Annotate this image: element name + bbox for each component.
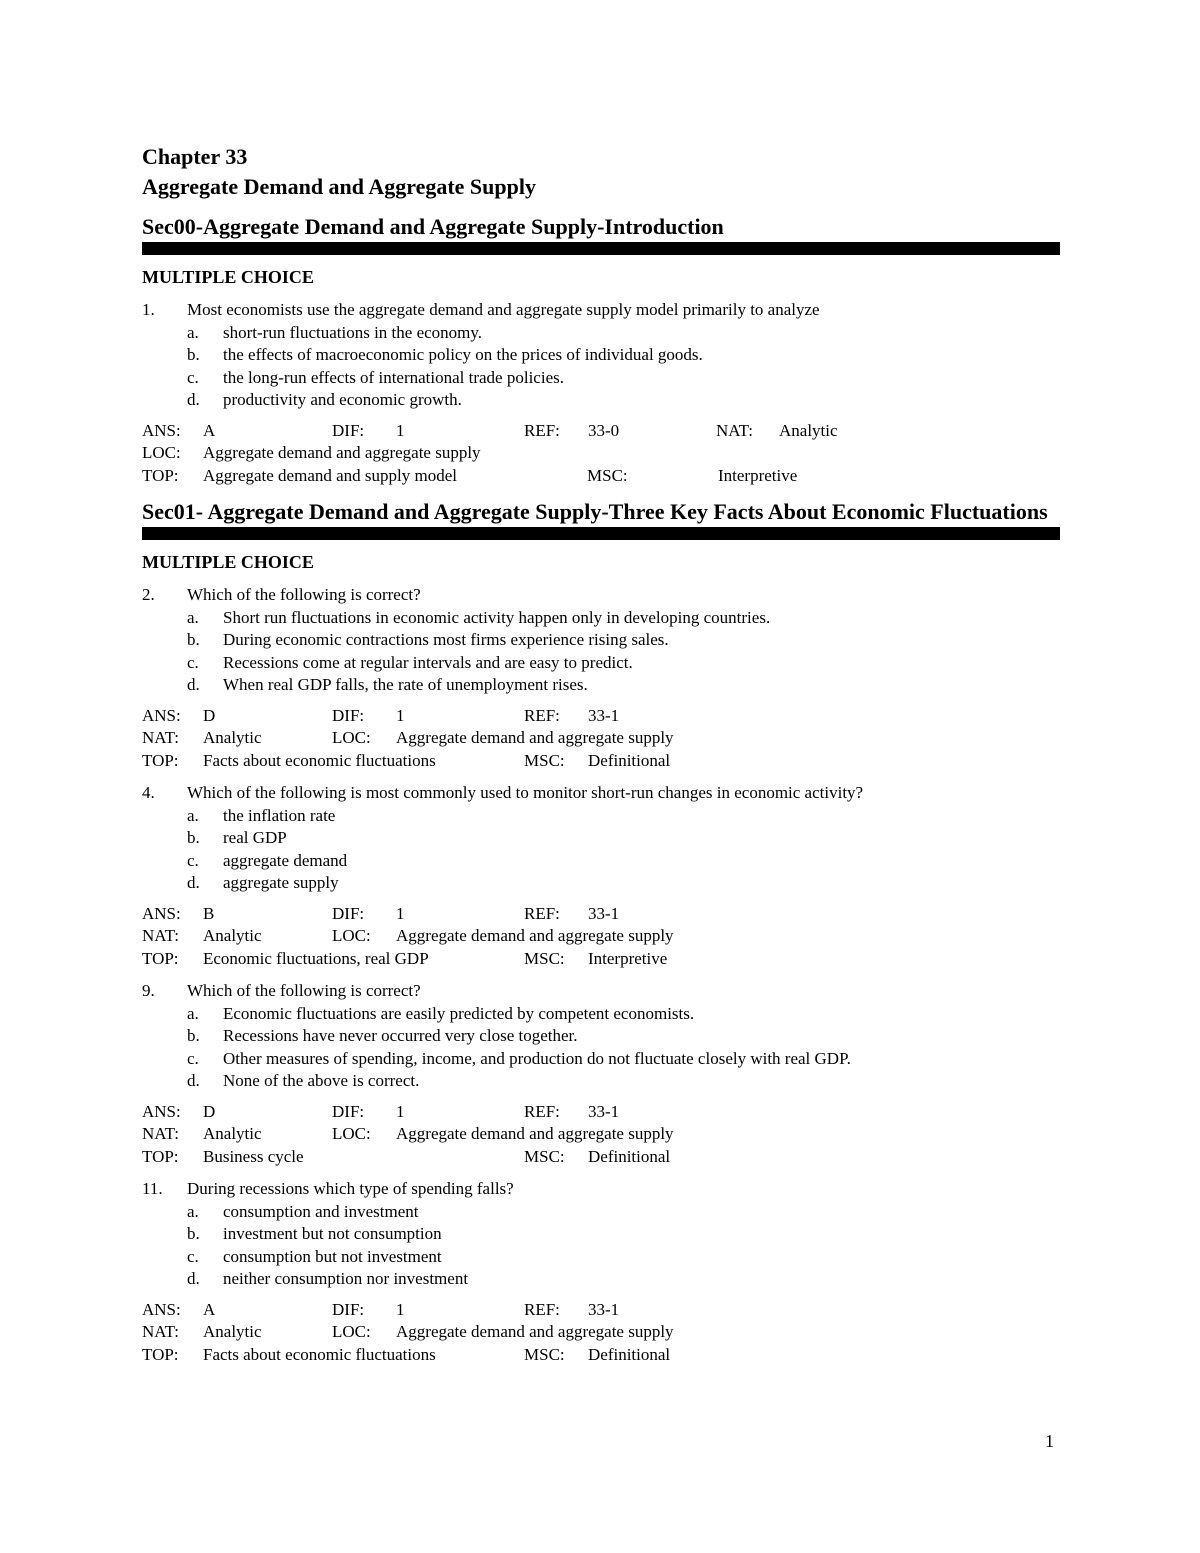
answer-metadata: [142, 1101, 1060, 1169]
choice-letter: c.: [187, 850, 199, 870]
nat-label: NAT:: [716, 420, 753, 440]
nat-label: NAT:: [142, 728, 179, 747]
loc-label: LOC:: [332, 1124, 371, 1143]
ans-value: A: [203, 420, 216, 440]
dif-label: DIF:: [332, 1101, 365, 1121]
loc-label: LOC:: [142, 443, 181, 462]
nat-value: Analytic: [779, 420, 838, 440]
ref-label: REF:: [524, 1299, 560, 1319]
answer-choice: [142, 607, 1060, 630]
ans-label: ANS:: [142, 1101, 181, 1121]
choice-text: Recessions come at regular intervals and are easy to predict.: [223, 652, 633, 672]
answer-choice: [142, 1048, 1060, 1071]
top-value: Aggregate demand and supply model: [203, 465, 457, 485]
ref-value: 33-1: [588, 1299, 620, 1319]
answer-choice: [142, 1268, 1060, 1291]
answer-choice: [142, 344, 1060, 367]
question-block: [142, 299, 1060, 487]
question-number: 4.: [142, 783, 155, 802]
dif-label: DIF:: [332, 903, 365, 923]
choice-letter: b.: [187, 1224, 200, 1243]
ref-label: REF:: [524, 705, 560, 725]
section-divider: [142, 527, 1060, 540]
loc-value: Aggregate demand and aggregate supply: [396, 926, 674, 945]
ans-label: ANS:: [142, 705, 181, 725]
choice-letter: c.: [187, 652, 199, 672]
choice-text: neither consumption nor investment: [223, 1269, 469, 1288]
ans-value: A: [203, 1299, 216, 1319]
question-block: [142, 584, 1060, 772]
choice-letter: b.: [187, 1026, 200, 1045]
answer-choice: [142, 652, 1060, 675]
msc-value: Definitional: [588, 1146, 671, 1166]
answer-metadata: [142, 420, 1060, 488]
ref-value: 33-1: [588, 903, 620, 923]
question-text: Which of the following is most commonly used to monitor short-run changes in economic activity?: [187, 783, 864, 802]
choice-letter: d.: [187, 390, 200, 409]
choice-letter: d.: [187, 873, 200, 892]
choice-text: short-run fluctuations in the economy.: [223, 322, 483, 342]
page-content: [142, 142, 1060, 1366]
question-number: 1.: [142, 300, 155, 319]
ans-label: ANS:: [142, 1299, 181, 1319]
answer-choice: [142, 805, 1060, 828]
loc-label: LOC:: [332, 926, 371, 945]
choice-text: None of the above is correct.: [223, 1071, 420, 1090]
choice-letter: b.: [187, 630, 200, 649]
ref-label: REF:: [524, 1101, 560, 1121]
dif-label: DIF:: [332, 1299, 365, 1319]
question-block: [142, 980, 1060, 1168]
choice-letter: c.: [187, 1246, 199, 1266]
top-label: TOP:: [142, 465, 179, 485]
dif-label: DIF:: [332, 420, 365, 440]
top-label: TOP:: [142, 750, 179, 770]
ref-value: 33-1: [588, 1101, 620, 1121]
choice-letter: b.: [187, 345, 200, 364]
choice-letter: a.: [187, 805, 199, 825]
dif-value: 1: [396, 903, 405, 923]
answer-choice: [142, 389, 1060, 412]
answer-choice: [142, 1025, 1060, 1048]
msc-value: Definitional: [588, 750, 671, 770]
nat-label: NAT:: [142, 926, 179, 945]
top-label: TOP:: [142, 1146, 179, 1166]
chapter-title: Chapter 33: [142, 144, 248, 169]
answer-metadata: [142, 1299, 1060, 1367]
section: [142, 212, 1060, 487]
choice-letter: c.: [187, 367, 199, 387]
ref-value: 33-0: [588, 420, 620, 440]
question: [142, 980, 1060, 1093]
question-block: [142, 782, 1060, 970]
nat-label: NAT:: [142, 1124, 179, 1143]
choice-letter: a.: [187, 1003, 199, 1023]
loc-label: LOC:: [332, 1322, 371, 1341]
question-number: 11.: [142, 1179, 163, 1198]
msc-label: MSC:: [524, 948, 565, 968]
choice-text: During economic contractions most firms experience rising sales.: [223, 630, 669, 649]
question-number: 9.: [142, 981, 155, 1000]
dif-value: 1: [396, 1299, 405, 1319]
ref-label: REF:: [524, 903, 560, 923]
answer-choice: [142, 674, 1060, 697]
ans-label: ANS:: [142, 420, 181, 440]
msc-value: Interpretive: [588, 948, 668, 968]
top-value: Economic fluctuations, real GDP: [203, 948, 429, 968]
answer-choice: [142, 1201, 1060, 1224]
question: [142, 1178, 1060, 1291]
section-title: Sec01- Aggregate Demand and Aggregate Supply-Three Key Facts About Economic Fluctuations: [142, 499, 1048, 524]
choice-text: Recessions have never occurred very close together.: [223, 1026, 578, 1045]
answer-choice: [142, 1223, 1060, 1246]
choice-text: Other measures of spending, income, and production do not fluctuate closely with real GDP.: [223, 1048, 851, 1068]
loc-value: Aggregate demand and aggregate supply: [396, 1322, 674, 1341]
chapter-subtitle: Aggregate Demand and Aggregate Supply: [142, 174, 536, 199]
section: [142, 497, 1060, 1366]
answer-metadata: [142, 705, 1060, 773]
answer-metadata: [142, 903, 1060, 971]
nat-label: NAT:: [142, 1322, 179, 1341]
choice-letter: d.: [187, 1269, 200, 1288]
question-text: During recessions which type of spending falls?: [187, 1179, 514, 1198]
answer-choice: [142, 1070, 1060, 1093]
page-number: 1: [1045, 1431, 1054, 1451]
choice-letter: d.: [187, 675, 200, 694]
answer-choice: [142, 850, 1060, 873]
msc-label: MSC:: [524, 1344, 565, 1364]
top-value: Facts about economic fluctuations: [203, 750, 436, 770]
choice-text: the effects of macroeconomic policy on the prices of individual goods.: [223, 345, 703, 364]
question-text: Which of the following is correct?: [187, 981, 421, 1000]
choice-letter: a.: [187, 322, 199, 342]
top-value: Facts about economic fluctuations: [203, 1344, 436, 1364]
question-number: 2.: [142, 585, 155, 604]
loc-label: LOC:: [332, 728, 371, 747]
question: [142, 299, 1060, 412]
multiple-choice-heading: MULTIPLE CHOICE: [142, 267, 314, 287]
nat-value: Analytic: [203, 1124, 262, 1143]
question: [142, 584, 1060, 697]
ans-label: ANS:: [142, 903, 181, 923]
question-text: Which of the following is correct?: [187, 585, 421, 604]
dif-label: DIF:: [332, 705, 365, 725]
choice-text: real GDP: [223, 828, 287, 847]
question: [142, 782, 1060, 895]
dif-value: 1: [396, 1101, 405, 1121]
choice-text: the inflation rate: [223, 805, 336, 825]
choice-letter: d.: [187, 1071, 200, 1090]
choice-text: consumption but not investment: [223, 1246, 442, 1266]
question-block: [142, 1178, 1060, 1366]
choice-letter: c.: [187, 1048, 199, 1068]
answer-choice: [142, 872, 1060, 895]
dif-value: 1: [396, 705, 405, 725]
msc-label: MSC:: [587, 465, 628, 485]
choice-text: aggregate demand: [223, 850, 348, 870]
choice-letter: a.: [187, 1201, 199, 1221]
answer-choice: [142, 827, 1060, 850]
choice-text: investment but not consumption: [223, 1224, 442, 1243]
nat-value: Analytic: [203, 926, 262, 945]
ans-value: D: [203, 1101, 216, 1121]
msc-label: MSC:: [524, 1146, 565, 1166]
nat-value: Analytic: [203, 1322, 262, 1341]
choice-letter: a.: [187, 607, 199, 627]
answer-choice: [142, 322, 1060, 345]
choice-text: Short run fluctuations in economic activity happen only in developing countries.: [223, 607, 771, 627]
answer-choice: [142, 1246, 1060, 1269]
answer-choice: [142, 367, 1060, 390]
section-title: Sec00-Aggregate Demand and Aggregate Supply-Introduction: [142, 214, 724, 239]
choice-text: the long-run effects of international trade policies.: [223, 367, 564, 387]
msc-value: Definitional: [588, 1344, 671, 1364]
choice-letter: b.: [187, 828, 200, 847]
choice-text: consumption and investment: [223, 1201, 419, 1221]
top-value: Business cycle: [203, 1146, 304, 1166]
msc-value: Interpretive: [718, 465, 798, 485]
answer-choice: [142, 1003, 1060, 1026]
ref-label: REF:: [524, 420, 560, 440]
choice-text: aggregate supply: [223, 873, 339, 892]
top-label: TOP:: [142, 1344, 179, 1364]
ans-value: B: [203, 903, 215, 923]
multiple-choice-heading: MULTIPLE CHOICE: [142, 552, 314, 572]
ref-value: 33-1: [588, 705, 620, 725]
choice-text: Economic fluctuations are easily predicted by competent economists.: [223, 1003, 695, 1023]
loc-value: Aggregate demand and aggregate supply: [203, 443, 481, 462]
question-text: Most economists use the aggregate demand and aggregate supply model primarily to analyze: [187, 300, 820, 319]
nat-value: Analytic: [203, 728, 262, 747]
answer-choice: [142, 629, 1060, 652]
loc-value: Aggregate demand and aggregate supply: [396, 728, 674, 747]
top-label: TOP:: [142, 948, 179, 968]
dif-value: 1: [396, 420, 405, 440]
choice-text: productivity and economic growth.: [223, 390, 462, 409]
loc-value: Aggregate demand and aggregate supply: [396, 1124, 674, 1143]
msc-label: MSC:: [524, 750, 565, 770]
ans-value: D: [203, 705, 216, 725]
section-divider: [142, 242, 1060, 255]
choice-text: When real GDP falls, the rate of unemployment rises.: [223, 675, 588, 694]
